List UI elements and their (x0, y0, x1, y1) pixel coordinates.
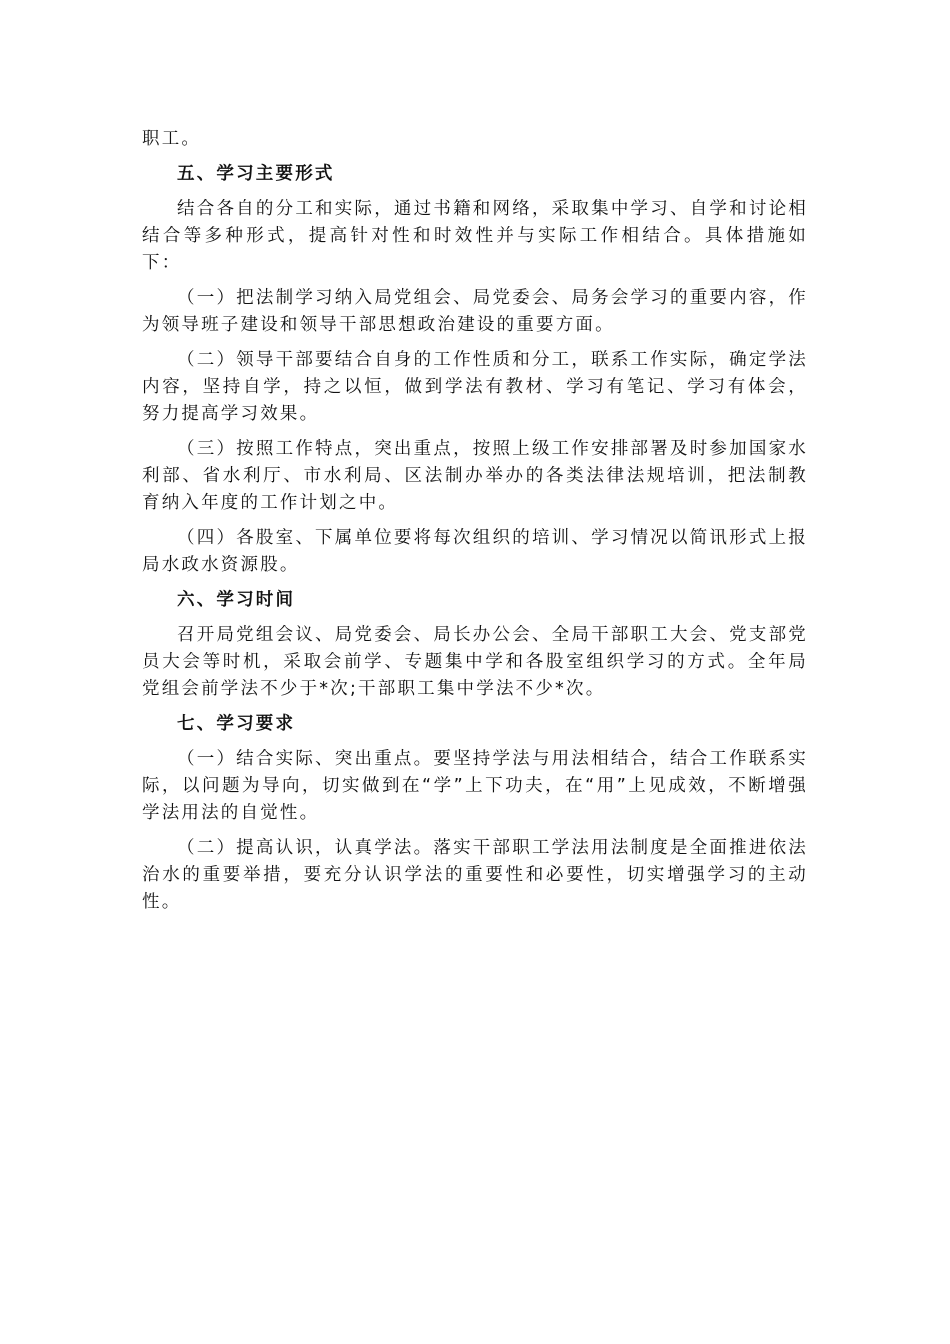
paragraph: （二）领导干部要结合自身的工作性质和分工，联系工作实际，确定学法内容，坚持自学，持之以恒，做到学法有教材、学习有笔记、学习有体会，努力提高学习效果。 (142, 350, 808, 424)
paragraph: 召开局党组会议、局党委会、局长办公会、全局干部职工大会、党支部党员大会等时机，采取会前学、专题集中学和各股室组织学习的方式。全年局党组会前学法不少于*次;干部职工集中学法不少*次。 (142, 625, 808, 699)
paragraph-continued: 职工。 (142, 129, 202, 149)
paragraph: 结合各自的分工和实际，通过书籍和网络，采取集中学习、自学和讨论相结合等多种形式，提高针对性和时效性并与实际工作相结合。具体措施如下： (142, 199, 808, 273)
section-heading-learning-time: 六、学习时间 (177, 590, 296, 610)
paragraph: （三）按照工作特点，突出重点，按照上级工作安排部署及时参加国家水利部、省水利厅、市水利局、区法制办举办的各类法律法规培训，把法制教育纳入年度的工作计划之中。 (142, 439, 808, 513)
paragraph: （四）各股室、下属单位要将每次组织的培训、学习情况以简讯形式上报局水政水资源股。 (142, 528, 808, 575)
section-heading-learning-forms: 五、学习主要形式 (177, 164, 335, 184)
paragraph: （一）结合实际、突出重点。要坚持学法与用法相结合，结合工作联系实际，以问题为导向，切实做到在“学”上下功夫，在“用”上见成效，不断增强学法用法的自觉性。 (142, 749, 808, 823)
paragraph: （一）把法制学习纳入局党组会、局党委会、局务会学习的重要内容，作为领导班子建设和领导干部思想政治建设的重要方面。 (142, 288, 808, 335)
paragraph: （二）提高认识，认真学法。落实干部职工学法用法制度是全面推进依法治水的重要举措，要充分认识学法的重要性和必要性，切实增强学习的主动性。 (142, 838, 808, 912)
document-body (142, 126, 808, 924)
section-heading-learning-requirements: 七、学习要求 (177, 714, 296, 734)
